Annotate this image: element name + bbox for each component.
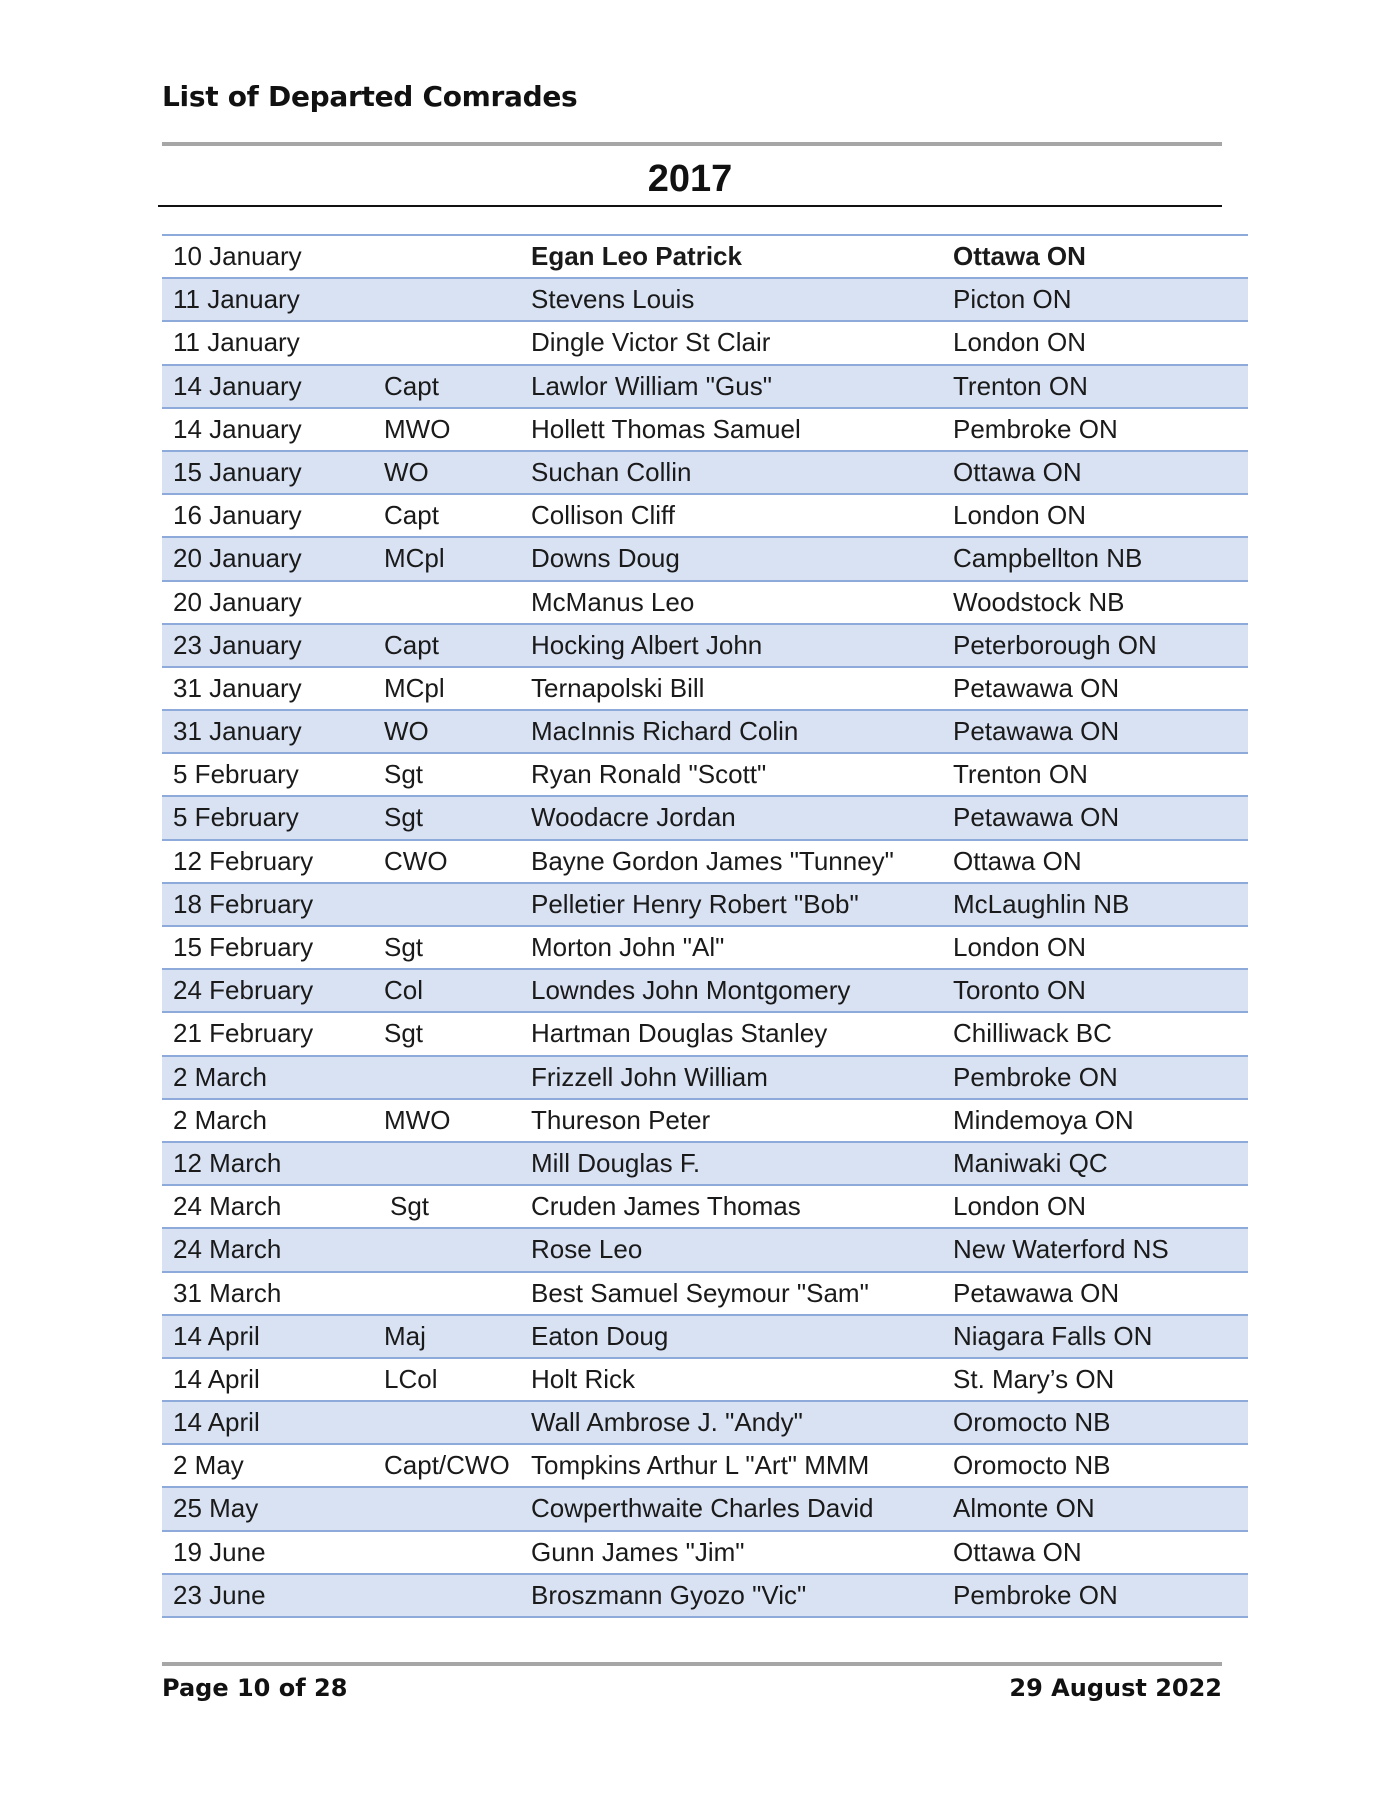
row-name: McManus Leo bbox=[531, 586, 695, 617]
row-name: Broszmann Gyozo "Vic" bbox=[531, 1579, 807, 1610]
row-name: Lowndes John Montgomery bbox=[531, 975, 851, 1006]
row-name: Stevens Louis bbox=[531, 284, 695, 315]
row-name: Morton John "Al" bbox=[531, 932, 725, 962]
row-rank: Col bbox=[384, 975, 424, 1006]
row-date: 15 February bbox=[173, 932, 314, 962]
row-date: 11 January bbox=[173, 284, 300, 315]
row-date: 23 June bbox=[173, 1579, 266, 1610]
row-name: Suchan Collin bbox=[531, 456, 692, 487]
row-place: Niagara Falls ON bbox=[953, 1320, 1153, 1351]
row-name: Dingle Victor St Clair bbox=[531, 327, 771, 358]
row-date: 2 March bbox=[173, 1061, 267, 1092]
row-place: Chilliwack BC bbox=[953, 1018, 1112, 1049]
table-row bbox=[162, 1402, 1248, 1445]
row-place: Ottawa ON bbox=[953, 845, 1082, 876]
row-name: Egan Leo Patrick bbox=[531, 241, 742, 271]
row-date: 20 January bbox=[173, 586, 302, 617]
row-rank: WO bbox=[384, 716, 429, 747]
row-date: 31 March bbox=[173, 1277, 282, 1308]
table-row bbox=[162, 322, 1248, 365]
row-rank: Sgt bbox=[384, 759, 424, 790]
row-rank: CWO bbox=[384, 845, 448, 876]
table-row bbox=[162, 927, 1248, 970]
row-date: 14 April bbox=[173, 1320, 260, 1351]
row-place: Pembroke ON bbox=[953, 413, 1118, 444]
row-name: Hartman Douglas Stanley bbox=[531, 1018, 828, 1049]
row-place: Peterborough ON bbox=[953, 629, 1157, 660]
row-place: Trenton ON bbox=[953, 759, 1088, 790]
row-name: Downs Doug bbox=[531, 543, 680, 574]
table-row bbox=[162, 236, 1248, 279]
row-date: 20 January bbox=[173, 543, 302, 574]
row-name: Eaton Doug bbox=[531, 1320, 669, 1351]
row-rank: Capt bbox=[384, 629, 439, 660]
row-name: Rose Leo bbox=[531, 1234, 643, 1265]
row-rank: Capt/CWO bbox=[384, 1450, 510, 1481]
table-row bbox=[162, 1273, 1248, 1316]
row-date: 14 April bbox=[173, 1407, 260, 1438]
row-rank: MCpl bbox=[384, 543, 445, 574]
row-date: 14 January bbox=[173, 413, 302, 444]
row-date: 10 January bbox=[173, 241, 302, 271]
footer-divider bbox=[162, 1662, 1222, 1666]
row-name: MacInnis Richard Colin bbox=[531, 716, 799, 747]
row-place: Almonte ON bbox=[953, 1493, 1095, 1524]
table-row bbox=[162, 884, 1248, 927]
row-date: 5 February bbox=[173, 802, 299, 833]
table-row bbox=[162, 1445, 1248, 1488]
table-row bbox=[162, 366, 1248, 409]
row-place: Petawawa ON bbox=[953, 716, 1120, 747]
row-place: Picton ON bbox=[953, 284, 1072, 315]
table-row bbox=[162, 279, 1248, 322]
table-row bbox=[162, 970, 1248, 1013]
row-place: Oromocto NB bbox=[953, 1407, 1111, 1438]
table-row bbox=[162, 797, 1248, 840]
row-name: Pelletier Henry Robert "Bob" bbox=[531, 888, 859, 919]
row-date: 24 February bbox=[173, 975, 314, 1006]
row-rank: MWO bbox=[384, 413, 451, 444]
row-date: 14 April bbox=[173, 1363, 260, 1394]
row-place: Woodstock NB bbox=[953, 586, 1125, 617]
row-place: Maniwaki QC bbox=[953, 1147, 1108, 1178]
row-date: 16 January bbox=[173, 500, 302, 531]
row-place: Trenton ON bbox=[953, 370, 1088, 401]
row-name: Ryan Ronald "Scott" bbox=[531, 759, 767, 790]
row-date: 19 June bbox=[173, 1536, 266, 1567]
row-rank: MCpl bbox=[384, 672, 445, 703]
row-rank: Sgt bbox=[384, 802, 424, 833]
table-row bbox=[162, 1229, 1248, 1272]
row-name: Bayne Gordon James "Tunney" bbox=[531, 845, 894, 876]
row-place: Campbellton NB bbox=[953, 543, 1143, 574]
row-date: 18 February bbox=[173, 888, 314, 919]
row-name: Hocking Albert John bbox=[531, 629, 763, 660]
table-row bbox=[162, 452, 1248, 495]
table-row bbox=[162, 1532, 1248, 1575]
row-date: 21 February bbox=[173, 1018, 314, 1049]
row-place: Ottawa ON bbox=[953, 241, 1086, 271]
row-name: Hollett Thomas Samuel bbox=[531, 413, 801, 444]
row-rank: WO bbox=[384, 456, 429, 487]
row-rank: Sgt bbox=[384, 1018, 424, 1049]
row-place: Petawawa ON bbox=[953, 802, 1120, 833]
header-divider bbox=[162, 142, 1222, 146]
row-place: St. Mary’s ON bbox=[953, 1363, 1115, 1394]
row-date: 15 January bbox=[173, 456, 302, 487]
row-name: Cowperthwaite Charles David bbox=[531, 1493, 874, 1524]
row-rank: Capt bbox=[384, 500, 439, 531]
row-place: London ON bbox=[953, 327, 1086, 358]
row-place: Pembroke ON bbox=[953, 1579, 1118, 1610]
row-place: Oromocto NB bbox=[953, 1450, 1111, 1481]
table-row bbox=[162, 1100, 1248, 1143]
row-place: London ON bbox=[953, 500, 1086, 531]
row-name: Ternapolski Bill bbox=[531, 672, 705, 703]
row-rank: LCol bbox=[384, 1363, 438, 1394]
row-place: Toronto ON bbox=[953, 975, 1086, 1006]
row-date: 23 January bbox=[173, 629, 302, 660]
row-name: Frizzell John William bbox=[531, 1061, 768, 1092]
row-name: Best Samuel Seymour "Sam" bbox=[531, 1277, 869, 1308]
row-name: Thureson Peter bbox=[531, 1104, 711, 1135]
row-name: Tompkins Arthur L "Art" MMM bbox=[531, 1450, 870, 1481]
year-divider bbox=[158, 205, 1222, 207]
table-row bbox=[162, 841, 1248, 884]
row-rank: Maj bbox=[384, 1320, 426, 1351]
table-row bbox=[162, 1488, 1248, 1531]
row-date: 24 March bbox=[173, 1191, 282, 1222]
row-date: 25 May bbox=[173, 1493, 259, 1524]
table-row bbox=[162, 625, 1248, 668]
table-row bbox=[162, 538, 1248, 581]
table-row bbox=[162, 582, 1248, 625]
table-row bbox=[162, 1575, 1248, 1618]
table-row bbox=[162, 1013, 1248, 1056]
row-date: 11 January bbox=[173, 327, 300, 358]
row-name: Lawlor William "Gus" bbox=[531, 370, 772, 401]
row-place: Ottawa ON bbox=[953, 1536, 1082, 1567]
row-name: Mill Douglas F. bbox=[531, 1147, 701, 1178]
table-row bbox=[162, 409, 1248, 452]
row-date: 31 January bbox=[173, 672, 302, 703]
row-rank: Sgt bbox=[390, 1191, 430, 1222]
table-row bbox=[162, 1316, 1248, 1359]
table-row bbox=[162, 1057, 1248, 1100]
row-place: Petawawa ON bbox=[953, 672, 1120, 703]
row-place: Pembroke ON bbox=[953, 1061, 1118, 1092]
year-heading: 2017 bbox=[647, 158, 733, 200]
footer-date: 29 August 2022 bbox=[1009, 1674, 1222, 1702]
table-row bbox=[162, 711, 1248, 754]
row-place: Mindemoya ON bbox=[953, 1104, 1134, 1135]
row-date: 31 January bbox=[173, 716, 302, 747]
row-date: 2 May bbox=[173, 1450, 244, 1481]
table-row bbox=[162, 668, 1248, 711]
table-row bbox=[162, 1143, 1248, 1186]
row-rank: Capt bbox=[384, 370, 439, 401]
row-name: Holt Rick bbox=[531, 1363, 636, 1394]
row-date: 12 February bbox=[173, 845, 314, 876]
row-date: 12 March bbox=[173, 1147, 282, 1178]
page-number: Page 10 of 28 bbox=[162, 1674, 348, 1702]
row-name: Collison Cliff bbox=[531, 500, 676, 531]
row-rank: MWO bbox=[384, 1104, 451, 1135]
row-place: Ottawa ON bbox=[953, 456, 1082, 487]
row-name: Gunn James "Jim" bbox=[531, 1536, 745, 1567]
table-row bbox=[162, 1186, 1248, 1229]
row-name: Woodacre Jordan bbox=[531, 802, 736, 833]
comrades-table bbox=[162, 234, 1248, 1618]
row-date: 2 March bbox=[173, 1104, 267, 1135]
row-rank: Sgt bbox=[384, 932, 424, 962]
row-name: Wall Ambrose J. "Andy" bbox=[531, 1407, 803, 1438]
table-row bbox=[162, 754, 1248, 797]
table-row bbox=[162, 495, 1248, 538]
row-date: 24 March bbox=[173, 1234, 282, 1265]
row-place: New Waterford NS bbox=[953, 1234, 1169, 1265]
row-place: London ON bbox=[953, 932, 1086, 962]
row-place: McLaughlin NB bbox=[953, 888, 1130, 919]
row-place: London ON bbox=[953, 1191, 1086, 1222]
table-row bbox=[162, 1359, 1248, 1402]
page-title: List of Departed Comrades bbox=[162, 80, 578, 113]
row-place: Petawawa ON bbox=[953, 1277, 1120, 1308]
row-name: Cruden James Thomas bbox=[531, 1191, 801, 1222]
row-date: 14 January bbox=[173, 370, 302, 401]
row-date: 5 February bbox=[173, 759, 299, 790]
